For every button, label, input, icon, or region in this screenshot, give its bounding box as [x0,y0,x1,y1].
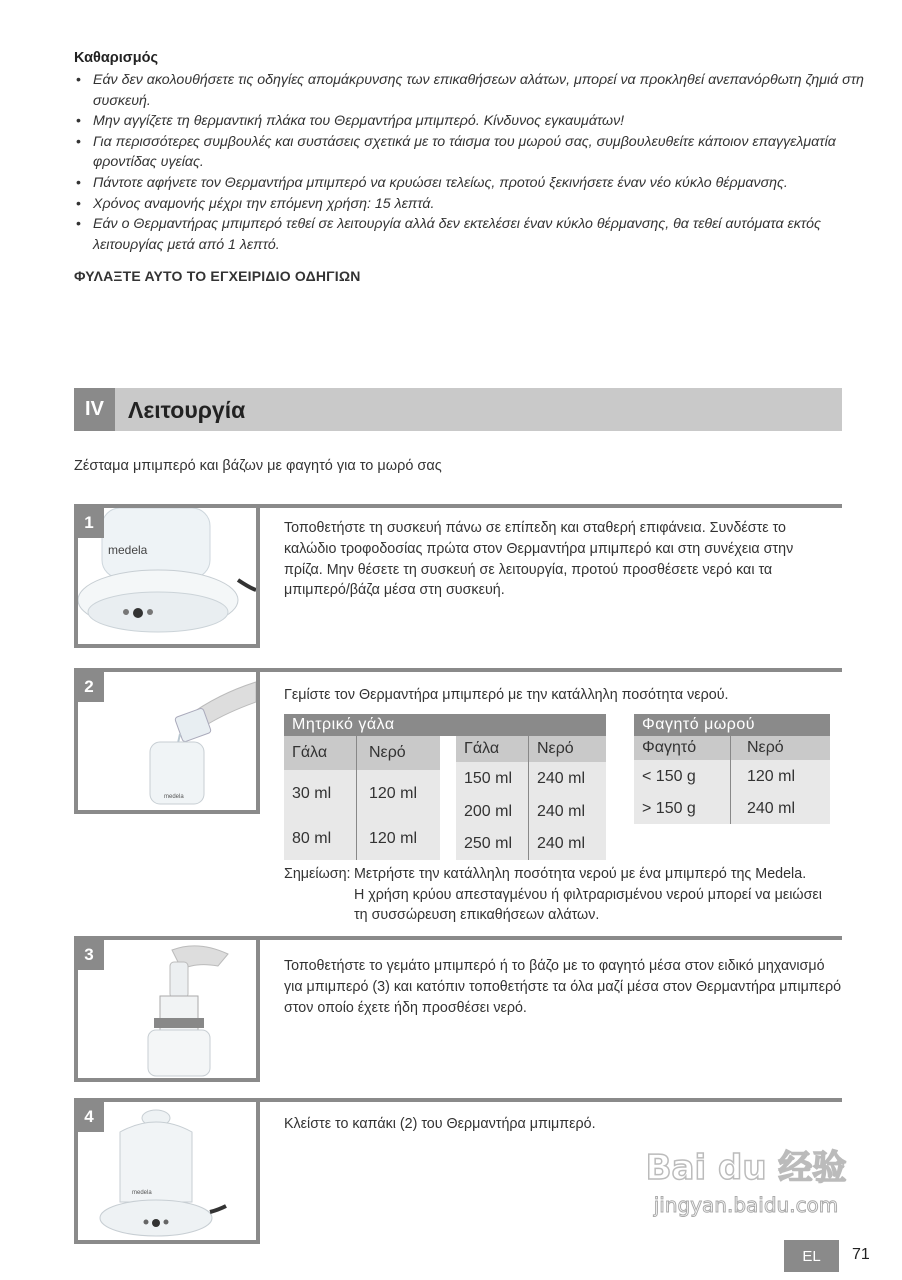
table-cell: 120 ml [357,770,441,818]
note-line: Η χρήση κρύου απεσταγμένου ή φιλτραρισμένου νερού μπορεί να μειώσει [354,886,822,903]
page-number: 71 [852,1246,870,1263]
step-1-number: 1 [74,508,104,538]
table-cell: 80 ml [292,829,332,847]
bullet-item: • Χρόνος αναμονής μέχρι την επόμενη χρήση: 15 λεπτά. [76,194,866,215]
table-cell: 250 ml [464,835,513,852]
bottle-warmer-image [78,508,256,644]
brand-label: medela [132,1190,152,1196]
brand-label: medela [164,794,184,800]
table-cell: 30 ml [292,784,332,802]
language-tab: EL [784,1240,839,1272]
column-header: Νερό [731,736,831,760]
table-cell: 120 ml [357,818,441,860]
column-header: Νερό [357,736,441,770]
step-4-text: Κλείστε το καπάκι (2) του Θερμαντήρα μπιμπερό. [284,1116,596,1132]
bullet-item: • Πάντοτε αφήνετε τον Θερμαντήρα μπιμπερό να κρυώσει τελείως, προτού ξεκινήσετε έναν νέο κύκλο θέρμανσης. [76,173,866,194]
cleaning-title: Καθαρισμός [74,50,158,66]
watermark-logo: Bai du 经验 [645,1148,847,1188]
column-header: Νερό [529,736,607,762]
table-cell: 120 ml [731,760,831,794]
step-4-number: 4 [74,1102,104,1132]
table-cell: 240 ml [529,762,607,796]
table-cell: 240 ml [529,796,607,828]
step-2-number: 2 [74,672,104,702]
table-cell: > 150 g [642,800,696,817]
bullet-item: • Για περισσότερες συμβουλές και συστάσεις σχετικά με το τάισμα του μωρού σας, συμβουλευθείτε κάποιον επαγγελματία φροντίδας υγείας. [76,132,866,173]
keep-manual-notice: ΦΥΛΑΞΤΕ ΑΥΤΟ ΤΟ ΕΓΧΕΙΡΙΔΙΟ ΟΔΗΓΙΩΝ [74,268,361,284]
column-header: Φαγητό [642,739,697,756]
table-cell: 150 ml [464,770,513,787]
step-3-number: 3 [74,940,104,970]
watermark-url: jingyan.baidu.com [653,1193,839,1217]
cleaning-bullet-list [76,70,866,255]
table-header: Μητρικό γάλα [284,714,606,736]
step-1-text: Τοποθετήστε τη συσκευή πάνω σε επίπεδη και σταθερή επιφάνεια. Συνδέστε το καλώδιο τροφοδοσίας πρώτα στον Θερμαντήρα μπιμπερό και στη συνέχεια στην πρίζα. Μην θέσετε τη συσκευή σε λειτουργία, προτού προσθέσετε νερό και τα μπιμπερό/βάζα μέσα στη συσκευή. [284,520,794,599]
section-intro: Ζέσταμα μπιμπερό και βάζων με φαγητό για το μωρό σας [74,458,442,474]
section-number: IV [74,388,115,431]
baidu-watermark [640,1140,852,1217]
table-header: Φαγητό μωρού [634,714,830,736]
pouring-water-image [78,672,256,810]
table-cell: < 150 g [642,768,696,785]
bullet-item: • Εάν δεν ακολουθήσετε τις οδηγίες απομάκρυνσης των επικαθήσεων αλάτων, μπορεί να προκληθεί ανεπανόρθωτη ζημιά στη συσκευή. [76,70,866,111]
step-2-text: Γεμίστε τον Θερμαντήρα μπιμπερό με την κατάλληλη ποσότητα νερού. [284,687,729,703]
note-label: Σημείωση: [284,866,351,882]
breast-milk-table [284,714,606,860]
note-line: Μετρήστε την κατάλληλη ποσότητα νερού με ένα μπιμπερό της Medela. [354,866,807,882]
insert-bottle-image [78,940,256,1078]
note-text [354,864,844,926]
column-header: Γάλα [292,743,328,761]
baby-food-table [634,714,830,824]
note-line: τη συσσώρευση επικαθήσεων αλάτων. [354,907,600,924]
table-cell: 200 ml [464,803,513,820]
column-header: Γάλα [464,740,500,757]
closed-warmer-image [78,1102,256,1240]
bullet-item: • Εάν ο Θερμαντήρας μπιμπερό τεθεί σε λειτουργία αλλά δεν εκτελέσει έναν κύκλο θέρμανσης, θα τεθεί αυτόματα εκτός λειτουργίας μετά από 1 λεπτό. [76,214,866,255]
table-cell: 240 ml [529,828,607,860]
section-title: Λειτουργία [128,397,246,423]
step-3-text: Τοποθετήστε το γεμάτο μπιμπερό ή το βάζο με το φαγητό μέσα στον ειδικό μηχανισμό για μπιμπερό (3) και κατόπιν τοποθετήστε τα όλα μαζί μέσα στον Θερμαντήρα μπιμπερό στον οποίο έχετε ήδη προσθέσει νερό. [284,958,842,1016]
brand-label: medela [108,543,148,557]
table-cell: 240 ml [731,794,831,824]
bullet-item: • Μην αγγίζετε τη θερμαντική πλάκα του Θερμαντήρα μπιμπερό. Κίνδυνος εγκαυμάτων! [76,111,866,132]
